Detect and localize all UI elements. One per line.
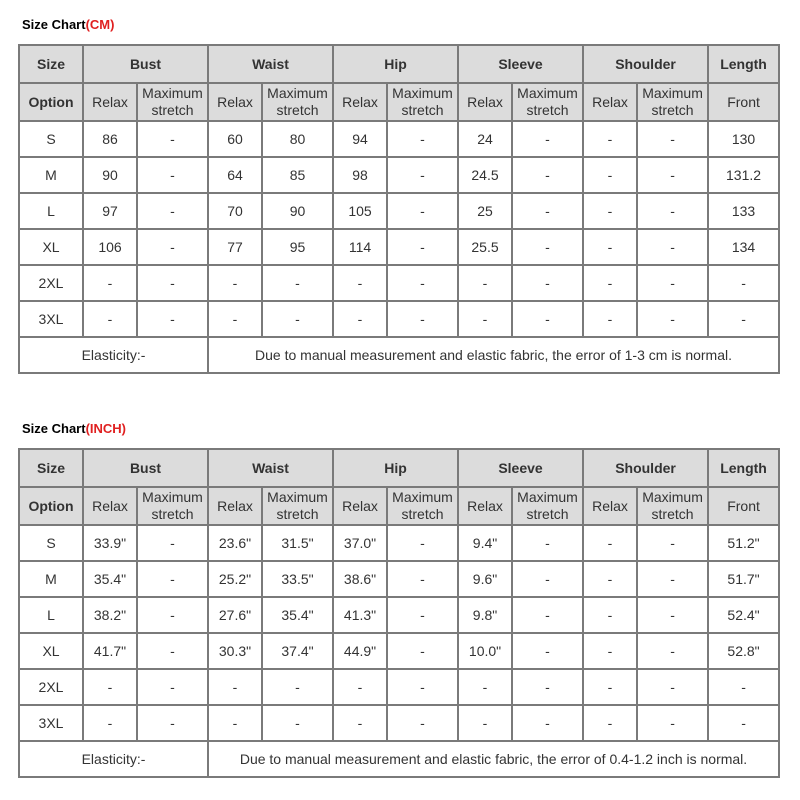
- group-header-shoulder: Shoulder: [583, 449, 708, 487]
- sub-header: Maximum stretch: [512, 487, 583, 525]
- measurement-cell: -: [708, 705, 779, 741]
- measurement-cell: -: [458, 301, 512, 337]
- measurement-cell: 130: [708, 121, 779, 157]
- measurement-cell: -: [387, 301, 458, 337]
- measurement-cell: -: [387, 597, 458, 633]
- measurement-cell: -: [83, 669, 137, 705]
- measurement-cell: -: [637, 561, 708, 597]
- sub-header: Maximum stretch: [637, 83, 708, 121]
- sub-header: Relax: [333, 83, 387, 121]
- measurement-cell: 52.4": [708, 597, 779, 633]
- measurement-cell: 27.6": [208, 597, 262, 633]
- measurement-cell: -: [137, 301, 208, 337]
- measurement-cell: -: [512, 633, 583, 669]
- table-row: [19, 265, 779, 301]
- measurement-cell: -: [387, 157, 458, 193]
- measurement-cell: -: [637, 301, 708, 337]
- size-cell: L: [19, 597, 83, 633]
- measurement-cell: -: [512, 229, 583, 265]
- chart-title-text: Size Chart: [22, 421, 86, 436]
- measurement-cell: -: [387, 669, 458, 705]
- measurement-cell: -: [137, 229, 208, 265]
- measurement-cell: -: [137, 633, 208, 669]
- group-header-length: Length: [708, 45, 779, 83]
- size-cell: S: [19, 121, 83, 157]
- sub-header: Maximum stretch: [387, 487, 458, 525]
- measurement-cell: -: [387, 121, 458, 157]
- measurement-cell: -: [637, 669, 708, 705]
- sub-header: Relax: [458, 487, 512, 525]
- measurement-cell: -: [137, 265, 208, 301]
- measurement-cell: -: [583, 301, 637, 337]
- size-table-inch: [18, 448, 780, 778]
- measurement-cell: 90: [83, 157, 137, 193]
- chart-unit-inch: (INCH): [85, 421, 127, 436]
- measurement-cell: -: [637, 157, 708, 193]
- sub-header: Relax: [583, 487, 637, 525]
- measurement-cell: 105: [333, 193, 387, 229]
- measurement-cell: -: [512, 157, 583, 193]
- table-row: [19, 705, 779, 741]
- group-header-length: Length: [708, 449, 779, 487]
- option-header: Option: [19, 83, 83, 121]
- measurement-cell: -: [512, 705, 583, 741]
- elasticity-label: Elasticity:-: [19, 741, 208, 777]
- measurement-cell: -: [137, 525, 208, 561]
- elasticity-label: Elasticity:-: [19, 337, 208, 373]
- measurement-cell: -: [583, 633, 637, 669]
- measurement-cell: 25.2": [208, 561, 262, 597]
- size-cell: XL: [19, 633, 83, 669]
- measurement-cell: -: [387, 561, 458, 597]
- sub-header: Maximum stretch: [262, 487, 333, 525]
- measurement-cell: -: [208, 265, 262, 301]
- measurement-cell: -: [583, 525, 637, 561]
- measurement-cell: -: [637, 597, 708, 633]
- measurement-cell: -: [583, 705, 637, 741]
- measurement-cell: 90: [262, 193, 333, 229]
- measurement-note: Due to manual measurement and elastic fabric, the error of 1-3 cm is normal.: [208, 337, 779, 373]
- measurement-cell: 33.5": [262, 561, 333, 597]
- table-row: [19, 301, 779, 337]
- size-cell: XL: [19, 229, 83, 265]
- measurement-cell: 51.7": [708, 561, 779, 597]
- sub-header: Relax: [583, 83, 637, 121]
- measurement-cell: 98: [333, 157, 387, 193]
- measurement-cell: -: [583, 561, 637, 597]
- size-cell: M: [19, 561, 83, 597]
- measurement-cell: 9.4": [458, 525, 512, 561]
- sub-header: Front: [708, 83, 779, 121]
- table-row: [19, 229, 779, 265]
- measurement-cell: -: [708, 265, 779, 301]
- measurement-cell: -: [387, 229, 458, 265]
- sub-header: Relax: [333, 487, 387, 525]
- measurement-cell: -: [512, 561, 583, 597]
- measurement-cell: -: [512, 121, 583, 157]
- sub-header: Maximum stretch: [137, 487, 208, 525]
- measurement-cell: -: [208, 705, 262, 741]
- sub-header: Relax: [208, 487, 262, 525]
- size-table-cm: [18, 44, 780, 374]
- sub-header: Maximum stretch: [387, 83, 458, 121]
- measurement-note: Due to manual measurement and elastic fabric, the error of 0.4-1.2 inch is normal.: [208, 741, 779, 777]
- size-header: Size: [19, 45, 83, 83]
- measurement-cell: 9.8": [458, 597, 512, 633]
- table-row: [19, 633, 779, 669]
- table-row: [19, 193, 779, 229]
- sub-header: Front: [708, 487, 779, 525]
- sub-header: Relax: [83, 487, 137, 525]
- measurement-cell: 114: [333, 229, 387, 265]
- size-header: Size: [19, 449, 83, 487]
- measurement-cell: 77: [208, 229, 262, 265]
- measurement-cell: 64: [208, 157, 262, 193]
- measurement-cell: -: [458, 669, 512, 705]
- measurement-cell: 51.2": [708, 525, 779, 561]
- measurement-cell: 25.5: [458, 229, 512, 265]
- measurement-cell: 86: [83, 121, 137, 157]
- measurement-cell: 30.3": [208, 633, 262, 669]
- sub-header: Relax: [83, 83, 137, 121]
- measurement-cell: -: [512, 193, 583, 229]
- measurement-cell: -: [637, 121, 708, 157]
- chart-unit-cm: (CM): [85, 17, 115, 32]
- measurement-cell: 37.0": [333, 525, 387, 561]
- measurement-cell: -: [708, 301, 779, 337]
- measurement-cell: -: [333, 705, 387, 741]
- measurement-cell: -: [137, 157, 208, 193]
- measurement-cell: 80: [262, 121, 333, 157]
- measurement-cell: -: [512, 265, 583, 301]
- measurement-cell: -: [637, 229, 708, 265]
- sub-header: Relax: [208, 83, 262, 121]
- measurement-cell: -: [708, 669, 779, 705]
- group-header-shoulder: Shoulder: [583, 45, 708, 83]
- measurement-cell: -: [333, 265, 387, 301]
- measurement-cell: -: [137, 705, 208, 741]
- measurement-cell: 24.5: [458, 157, 512, 193]
- measurement-cell: -: [512, 525, 583, 561]
- measurement-cell: -: [137, 121, 208, 157]
- measurement-cell: 131.2: [708, 157, 779, 193]
- sub-header: Relax: [458, 83, 512, 121]
- measurement-cell: 35.4": [83, 561, 137, 597]
- measurement-cell: -: [387, 265, 458, 301]
- measurement-cell: 23.6": [208, 525, 262, 561]
- measurement-cell: 133: [708, 193, 779, 229]
- size-cell: 2XL: [19, 265, 83, 301]
- chart-title-cm: [22, 17, 114, 32]
- measurement-cell: -: [583, 121, 637, 157]
- size-cell: M: [19, 157, 83, 193]
- measurement-cell: 52.8": [708, 633, 779, 669]
- measurement-cell: 41.3": [333, 597, 387, 633]
- group-header-hip: Hip: [333, 449, 458, 487]
- measurement-cell: -: [83, 705, 137, 741]
- sub-header: Maximum stretch: [137, 83, 208, 121]
- group-header-sleeve: Sleeve: [458, 45, 583, 83]
- measurement-cell: -: [637, 633, 708, 669]
- measurement-cell: -: [333, 669, 387, 705]
- measurement-cell: 31.5": [262, 525, 333, 561]
- measurement-cell: 70: [208, 193, 262, 229]
- table-row: [19, 669, 779, 705]
- chart-title-inch: [22, 421, 126, 436]
- group-header-bust: Bust: [83, 45, 208, 83]
- measurement-cell: -: [137, 561, 208, 597]
- measurement-cell: 60: [208, 121, 262, 157]
- measurement-cell: 25: [458, 193, 512, 229]
- measurement-cell: 38.6": [333, 561, 387, 597]
- measurement-cell: 10.0": [458, 633, 512, 669]
- size-cell: 2XL: [19, 669, 83, 705]
- measurement-cell: -: [583, 229, 637, 265]
- measurement-cell: -: [137, 193, 208, 229]
- measurement-cell: -: [512, 301, 583, 337]
- measurement-cell: -: [387, 633, 458, 669]
- measurement-cell: -: [583, 193, 637, 229]
- group-header-bust: Bust: [83, 449, 208, 487]
- measurement-cell: -: [262, 705, 333, 741]
- measurement-cell: -: [83, 301, 137, 337]
- measurement-cell: -: [637, 193, 708, 229]
- measurement-cell: -: [387, 525, 458, 561]
- measurement-cell: -: [637, 265, 708, 301]
- measurement-cell: 9.6": [458, 561, 512, 597]
- sub-header: Maximum stretch: [512, 83, 583, 121]
- measurement-cell: -: [637, 705, 708, 741]
- measurement-cell: -: [583, 597, 637, 633]
- table-row: [19, 525, 779, 561]
- measurement-cell: -: [512, 669, 583, 705]
- sub-header: Maximum stretch: [262, 83, 333, 121]
- table-row: [19, 121, 779, 157]
- table-body-inch: [19, 525, 779, 741]
- measurement-cell: -: [512, 597, 583, 633]
- size-cell: L: [19, 193, 83, 229]
- measurement-cell: -: [583, 157, 637, 193]
- measurement-cell: -: [208, 669, 262, 705]
- table-body-cm: [19, 121, 779, 337]
- measurement-cell: -: [208, 301, 262, 337]
- group-header-hip: Hip: [333, 45, 458, 83]
- measurement-cell: 95: [262, 229, 333, 265]
- measurement-cell: -: [583, 669, 637, 705]
- measurement-cell: 35.4": [262, 597, 333, 633]
- measurement-cell: -: [583, 265, 637, 301]
- measurement-cell: 94: [333, 121, 387, 157]
- measurement-cell: 106: [83, 229, 137, 265]
- measurement-cell: 134: [708, 229, 779, 265]
- size-cell: 3XL: [19, 705, 83, 741]
- measurement-cell: -: [137, 669, 208, 705]
- measurement-cell: 24: [458, 121, 512, 157]
- group-header-sleeve: Sleeve: [458, 449, 583, 487]
- size-cell: S: [19, 525, 83, 561]
- measurement-cell: -: [637, 525, 708, 561]
- measurement-cell: 41.7": [83, 633, 137, 669]
- measurement-cell: -: [83, 265, 137, 301]
- measurement-cell: 85: [262, 157, 333, 193]
- measurement-cell: -: [458, 705, 512, 741]
- table-row: [19, 157, 779, 193]
- measurement-cell: -: [387, 705, 458, 741]
- measurement-cell: -: [333, 301, 387, 337]
- measurement-cell: -: [458, 265, 512, 301]
- size-cell: 3XL: [19, 301, 83, 337]
- measurement-cell: 97: [83, 193, 137, 229]
- measurement-cell: -: [262, 301, 333, 337]
- measurement-cell: -: [262, 669, 333, 705]
- measurement-cell: -: [262, 265, 333, 301]
- sub-header: Maximum stretch: [637, 487, 708, 525]
- group-header-waist: Waist: [208, 449, 333, 487]
- group-header-waist: Waist: [208, 45, 333, 83]
- measurement-cell: -: [137, 597, 208, 633]
- measurement-cell: 33.9": [83, 525, 137, 561]
- measurement-cell: -: [387, 193, 458, 229]
- table-row: [19, 561, 779, 597]
- chart-title-text: Size Chart: [22, 17, 86, 32]
- option-header: Option: [19, 487, 83, 525]
- measurement-cell: 37.4": [262, 633, 333, 669]
- table-row: [19, 597, 779, 633]
- measurement-cell: 44.9": [333, 633, 387, 669]
- measurement-cell: 38.2": [83, 597, 137, 633]
